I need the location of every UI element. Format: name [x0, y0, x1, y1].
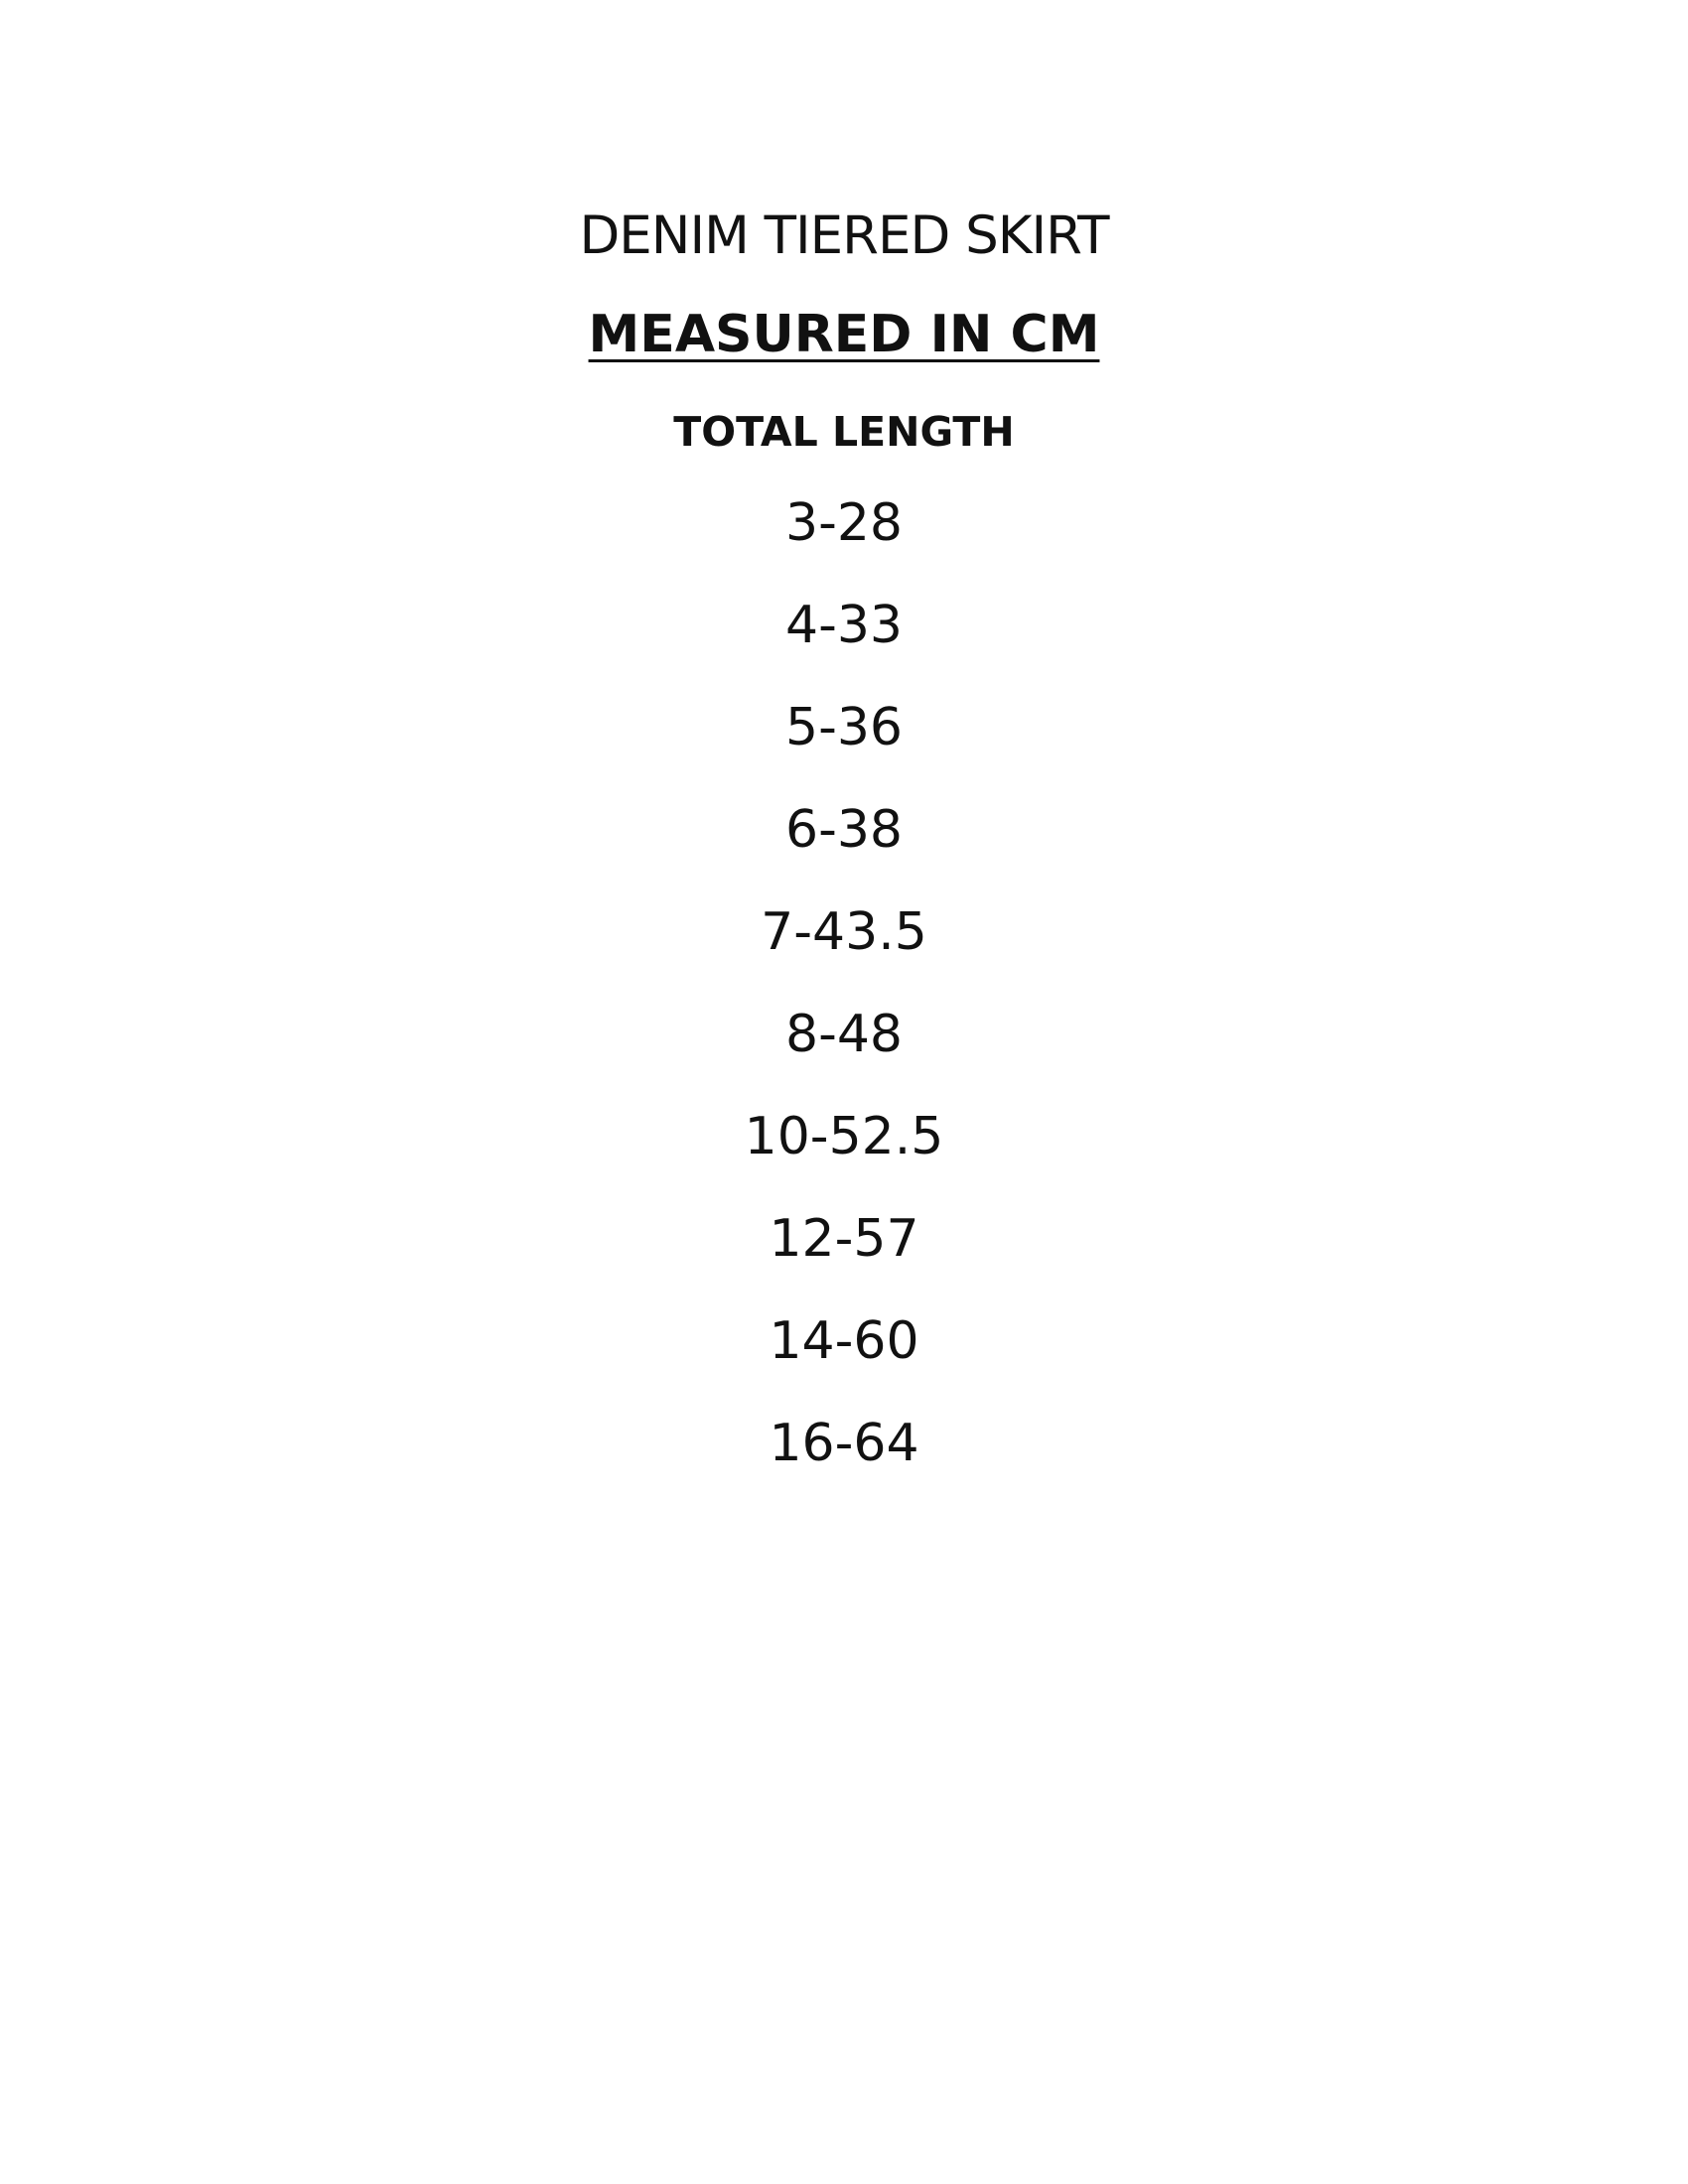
list-item: 7-43.5 — [761, 902, 927, 962]
list-item: 4-33 — [784, 596, 903, 655]
list-item: 10-52.5 — [744, 1107, 944, 1166]
list-item: 8-48 — [784, 1005, 903, 1064]
list-item: 5-36 — [784, 698, 903, 757]
list-item: 16-64 — [769, 1414, 919, 1473]
list-item: 3-28 — [784, 493, 903, 553]
measurement-unit-heading: MEASURED IN CM — [588, 305, 1100, 364]
list-item: 6-38 — [784, 800, 903, 860]
list-item: 12-57 — [769, 1209, 919, 1269]
list-item: 14-60 — [769, 1311, 919, 1371]
total-length-header: TOTAL LENGTH — [673, 408, 1015, 456]
size-length-list — [0, 491, 1688, 1514]
page-title: DENIM TIERED SKIRT — [579, 205, 1109, 266]
